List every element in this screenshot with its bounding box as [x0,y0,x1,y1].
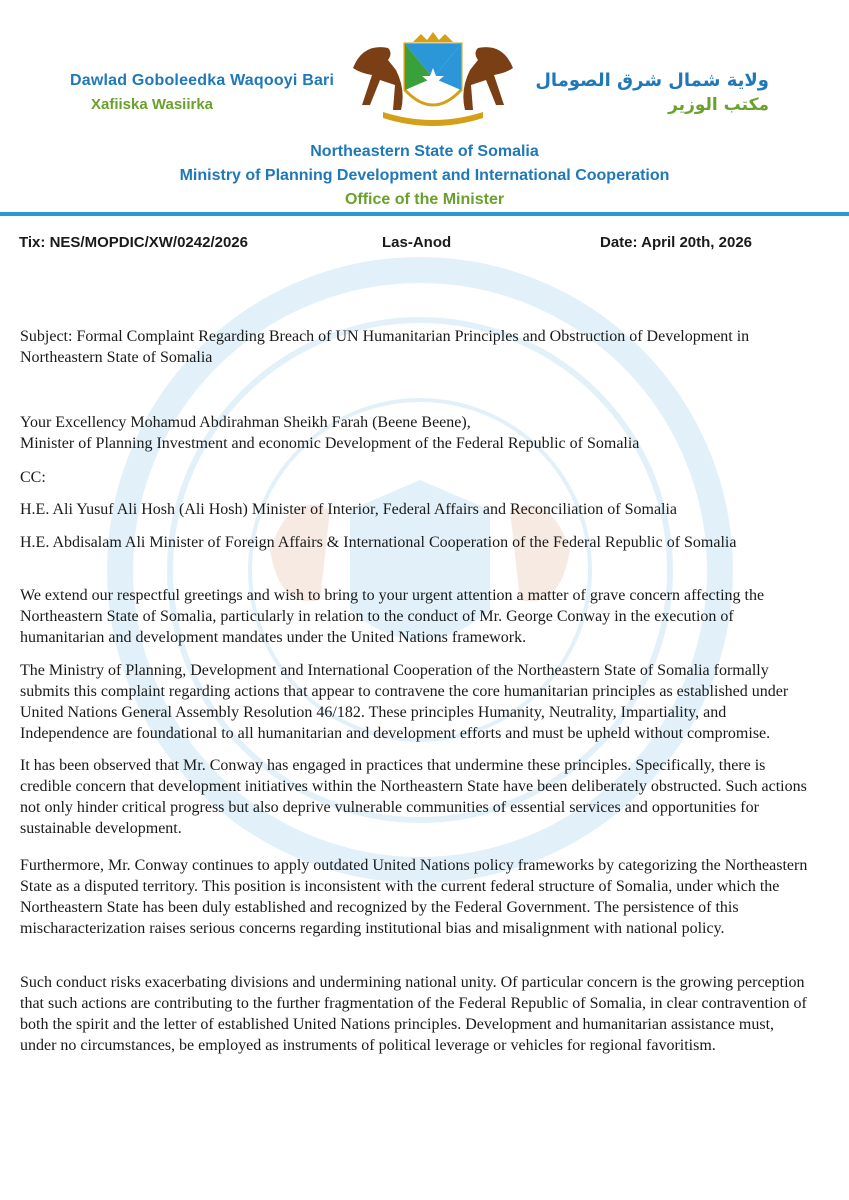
paragraph [20,755,810,839]
addressee-line-1: Your Excellency Mohamud Abdirahman Sheikh Farah (Beene Beene), [20,414,471,431]
paragraph-text: It has been observed that Mr. Conway has engaged in practices that undermine these principles. Specifically, there is credible concern that development initiatives within the Northeastern State have been deliberately obstructed. Such actions not only hinder critical progress but also deprive vulnerable communities of essential services and opportunities for sustainable development. [20,757,807,837]
paragraph-text: Such conduct risks exacerbating divisions and undermining national unity. Of particular concern is the growing perception that such actions are contributing to the further fragmentation of the Federal Republic of Somalia, in clear contravention of both the spirit and the letter of established United Nations principles. Development and humanitarian assistance must, under no circumstances, be employed as instruments of political leverage or vehicles for regional favoritism. [20,974,807,1054]
subject-text: Subject: Formal Complaint Regarding Breach of UN Humanitarian Principles and Obstruction of Development in Northeastern State of Somalia [20,328,750,366]
paragraph-text: The Ministry of Planning, Development and International Cooperation of the Northeastern State of Somalia formally submits this complaint regarding actions that appear to contravene the core humanitarian principles as established under United Nations General Assembly Resolution 46/182. These principles Humanity, Neutrality, Impartiality, and Independence are foundational to all humanitarian and development efforts and must be upheld without compromise. [20,662,789,742]
cc-item-text: H.E. Abdisalam Ali Minister of Foreign Affairs & International Cooperation of the Federal Republic of Somalia [20,534,737,551]
arabic-office-name: مكتب الوزير [668,95,769,115]
paragraph [20,660,810,744]
state-name: Northeastern State of Somalia [310,143,539,160]
paragraph [20,972,810,1056]
reference-number: Tix: NES/MOPDIC/XW/0242/2026 [19,234,248,251]
paragraph [20,585,810,648]
coat-of-arms-icon [333,28,533,128]
header-divider [0,212,849,216]
office-name: Office of the Minister [344,191,505,208]
cc-item [20,532,810,553]
paragraph-text: Furthermore, Mr. Conway continues to apply outdated United Nations policy frameworks by categorizing the Northeastern State as a disputed territory. This position is inconsistent with the current federal structure of Somalia, under which the Northeastern State has been duly established and recognized by the Federal Government. The persistence of this mischaracterization raises serious concerns regarding institutional bias and misalignment with national policy. [20,857,808,937]
ministry-name: Ministry of Planning Development and International Cooperation [179,167,670,184]
reference-place: Las-Anod [382,234,452,251]
cc-label [20,467,810,488]
subject-line [20,326,810,368]
header-right [535,70,769,115]
addressee-line-2: Minister of Planning Investment and economic Development of the Federal Republic of Somalia [20,435,640,452]
paragraph-text: We extend our respectful greetings and wish to bring to your urgent attention a matter of grave concern affecting the Northeastern State of Somalia, particularly in relation to the conduct of Mr. George Conway in the execution of humanitarian and development mandates under the United Nations framework. [20,587,765,646]
header-left [70,72,334,113]
cc-item [20,499,810,520]
reference-date: Date: April 20th, 2026 [600,234,752,251]
cc-label-text: CC: [20,469,46,486]
arabic-government-name: ولاية شمال شرق الصومال [535,70,769,91]
paragraph [20,855,810,939]
addressee-block [20,412,810,454]
somali-office-name: Xafiiska Wasiirka [91,96,214,113]
cc-item-text: H.E. Ali Yusuf Ali Hosh (Ali Hosh) Minister of Interior, Federal Affairs and Reconciliation of Somalia [20,501,678,518]
somali-government-name: Dawlad Goboleedka Waqooyi Bari [70,72,335,89]
